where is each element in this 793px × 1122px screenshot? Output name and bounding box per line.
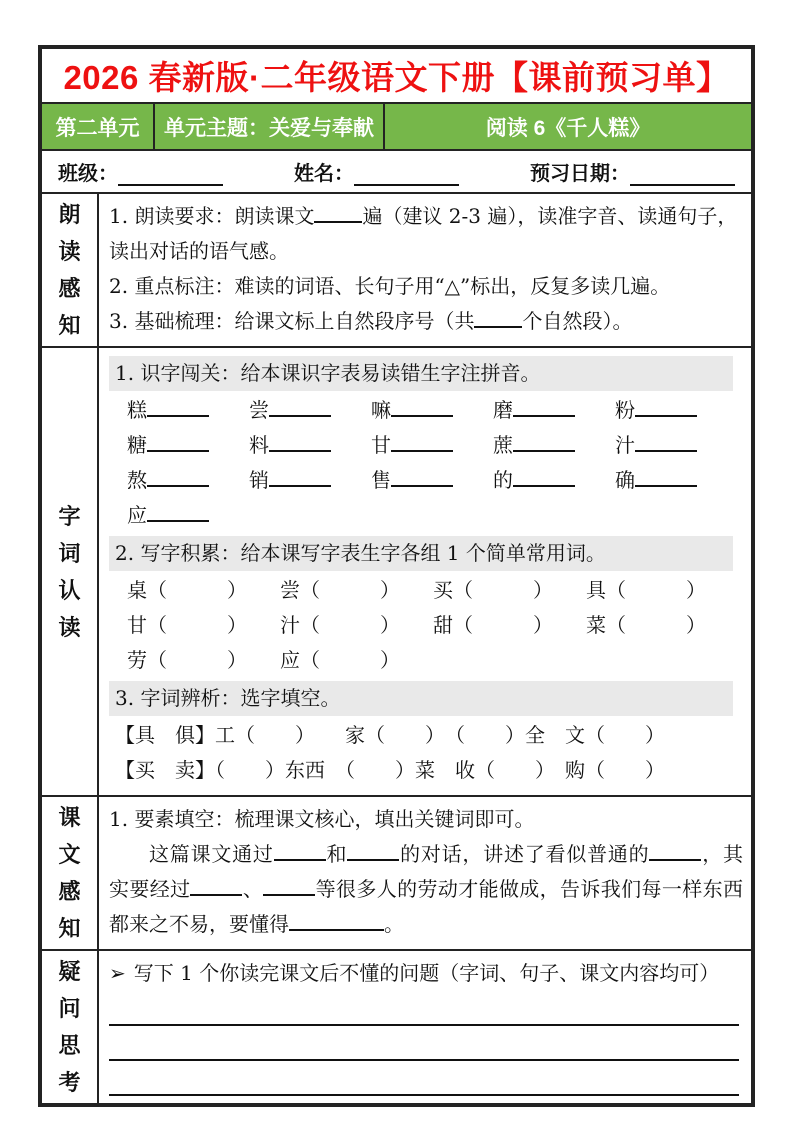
pinyin-char: 应 [127,503,147,527]
word-item: 具（ ） [586,578,706,602]
word-row [109,573,743,608]
section-question [42,951,751,1103]
name-blank-line [354,163,459,186]
task2-wordbuild: 2. 写字积累：给本课写字表生字各组 1 个简单常用词。 [109,536,733,571]
answer-line [109,1061,739,1096]
word-item: 买（ ） [433,578,553,602]
pinyin-char: 嘛 [371,398,391,422]
blank-line [513,429,575,452]
word-item: 劳（ ） [127,648,247,672]
class-blank-line [118,163,223,186]
question-prompt: ➢ 写下 1 个你读完课文后不懂的问题（字词、句子、课文内容均可） [109,961,720,985]
blank-line [274,838,326,861]
word-item: 应（ ） [280,648,400,672]
blank-line [269,464,331,487]
pinyin-char: 磨 [493,398,513,422]
choice-line: 【具 俱】工（ ） 家（ ） （ ）全 文（ ） [115,723,665,747]
fill-in-paragraph: 这篇课文通过 和 的对话，讲述了看似普通的 ，其实要经过 、 等很多人的劳动才能做成，告诉我们每一样东西都来之不易，要懂得 。 [109,837,743,942]
pinyin-row [109,498,743,533]
pinyin-char: 熬 [127,468,147,492]
pinyin-row [109,463,743,498]
section-reading-content [99,194,751,346]
task1-pinyin: 1. 识字闯关：给本课识字表易读错生字注拼音。 [109,356,733,391]
section-words-content [99,348,751,795]
reading-item-2: 2. 重点标注：难读的词语、长句子用“△”标出，反复多读几遍。 [109,274,671,298]
prestudy-worksheet [38,45,755,1107]
blank-line [513,394,575,417]
word-row [109,643,743,678]
blank-line [474,305,522,328]
date-blank-line [630,163,735,186]
section-reading [42,194,751,348]
reading-item-1: 1. 朗读要求：朗读课文 遍（建议 2-3 遍），读准字音、读通句子，读出对话的语气感。 [109,199,743,269]
pinyin-char: 汁 [615,433,635,457]
blank-line [190,873,242,896]
section-words [42,348,751,797]
blank-line [391,464,453,487]
unit-bar [42,104,751,151]
pinyin-char: 蔗 [493,433,513,457]
blank-line [635,394,697,417]
pinyin-char: 甘 [371,433,391,457]
section-words-label: 字词认读 [42,348,99,795]
word-item: 甘（ ） [127,613,247,637]
lesson-cell: 阅读 6《千人糕》 [383,104,751,149]
word-item: 汁（ ） [280,613,400,637]
answer-line [109,991,739,1026]
blank-line [147,429,209,452]
blank-line [347,838,399,861]
pinyin-row [109,428,743,463]
section-text-content [99,797,751,949]
section-question-label: 疑问思考 [42,951,99,1103]
blank-line [391,394,453,417]
theme-cell: 单元主题：关爱与奉献 [153,104,383,149]
blank-line [269,429,331,452]
blank-line [635,464,697,487]
word-item: 尝（ ） [280,578,400,602]
pinyin-char: 料 [249,433,269,457]
blank-line [147,499,209,522]
date-label: 预习日期： [530,163,630,185]
word-item: 菜（ ） [586,613,706,637]
page-title-text: 2026 春新版·二年级语文下册【课前预习单】 [63,59,730,96]
word-item: 桌（ ） [127,578,247,602]
answer-line [109,1026,739,1061]
pinyin-char: 售 [371,468,391,492]
pinyin-char: 尝 [249,398,269,422]
name-field [294,157,459,186]
text-task: 1. 要素填空：梳理课文核心，填出关键词即可。 [109,807,535,831]
pinyin-char: 确 [615,468,635,492]
pinyin-char: 糕 [127,398,147,422]
task3-choose: 3. 字词辨析：选字填空。 [109,681,733,716]
section-text [42,797,751,951]
blank-line [649,838,701,861]
section-text-label: 课文感知 [42,797,99,949]
blank-line [147,464,209,487]
blank-line [289,908,384,931]
blank-line [269,394,331,417]
reading-item-3: 3. 基础梳理：给课文标上自然段序号（共 个自然段）。 [109,304,743,339]
unit-cell: 第二单元 [55,116,140,140]
blank-line [513,464,575,487]
blank-line [314,200,362,223]
blank-line [391,429,453,452]
pinyin-char: 的 [493,468,513,492]
pinyin-char: 销 [249,468,269,492]
word-row [109,608,743,643]
page-title [42,49,751,104]
date-field [530,157,735,186]
class-field [58,157,223,186]
pinyin-char: 糖 [127,433,147,457]
section-question-content [99,951,751,1103]
choice-line: 【买 卖】（ ）东西 （ ）菜 收（ ） 购（ ） [115,758,665,782]
blank-line [635,429,697,452]
class-label: 班级： [58,163,118,185]
blank-line [263,873,315,896]
section-reading-label: 朗读感知 [42,194,99,346]
arrow-icon: ➢ [109,961,126,985]
word-item: 甜（ ） [433,613,553,637]
pinyin-char: 粉 [615,398,635,422]
blank-line [147,394,209,417]
name-label: 姓名： [294,163,354,185]
pinyin-row [109,393,743,428]
student-info-row [42,151,751,194]
